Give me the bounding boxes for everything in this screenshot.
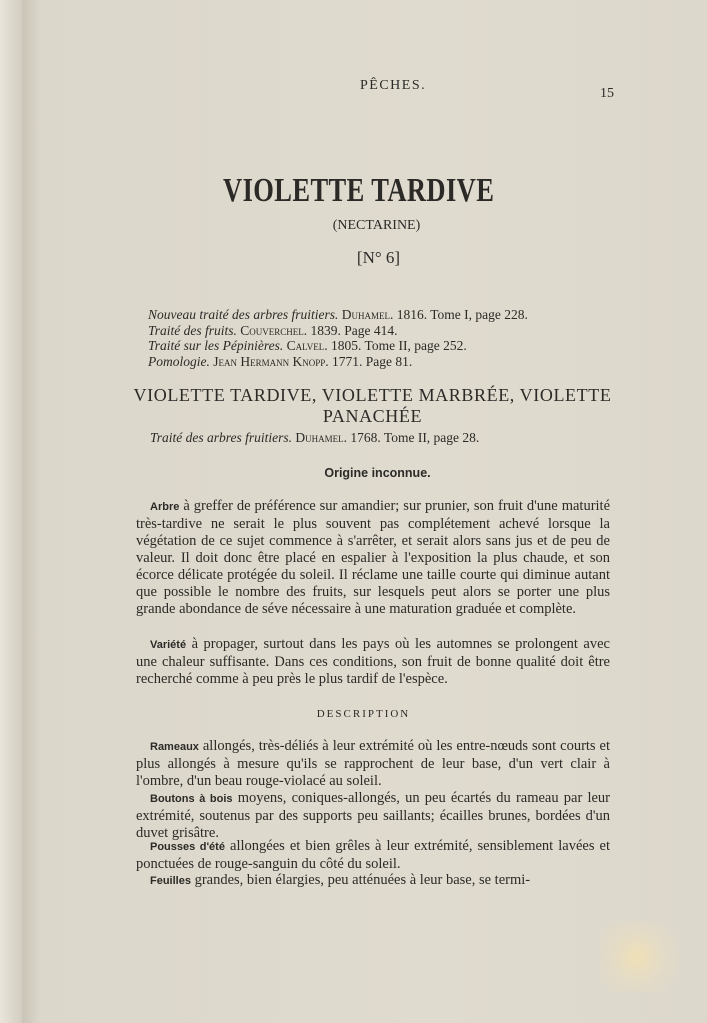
page-title: VIOLETTE TARDIVE — [223, 172, 495, 209]
running-head: PÊCHES. — [360, 78, 427, 93]
description-pousses: Pousses d'été allongées et bien grêles à leur extrémité, sensiblement lavées et ponctuées de rouge-sanguin du côté du soleil. — [136, 838, 610, 872]
synonym-heading: VIOLETTE TARDIVE, VIOLETTE MARBRÉE, VIOLETTE PANACHÉE — [133, 385, 612, 426]
synonym-reference: Traité des arbres fruitiers. Duhamel. 1768. Tome II, page 28. — [150, 430, 480, 445]
description-boutons: Boutons à bois moyens, coniques-allongés, un peu écartés du rameau par leur extrémité, soutenus par des supports peu saillants; écailles brunes, bordées d'un duvet grisâtre. — [136, 790, 610, 841]
page-stain — [600, 922, 692, 992]
arbre-paragraph: Arbre à greffer de préférence sur amandier; sur prunier, son fruit d'une maturité très-tardive ne serait le plus souvent pas complétement achevé lorsque la végétation de ce sujet commence à s'arrêter, et serait alors sans jus et de peu de valeur. Il doit donc être placé en espalier à l'exposition la plus chaude, et son écorce délicate protégée du soleil. Il réclame une taille courte qui diminue autant que possible le nombre des fruits, sur lesquels peut alors se porter une plus grande abondance de séve nécessaire à une maturation graduée et complète. — [136, 498, 611, 617]
description-feuilles: Feuilles grandes, bien élargies, peu atténuées à leur base, se termi- — [150, 872, 531, 888]
reference-line: Traité des fruits. Couverchel. 1839. Page 414. — [148, 322, 398, 338]
reference-line: Traité sur les Pépinières. Calvel. 1805. Tome II, page 252. — [148, 338, 467, 353]
reference-line: Pomologie. Jean Hermann Knopp. 1771. Page 81. — [148, 353, 413, 369]
variete-paragraph: Variété à propager, surtout dans les pays où les automnes se prolongent avec une chaleur suffisante. Dans ces conditions, son fruit de bonne qualité doit être recherché comme à peu près le plus tardif de l'espèce. — [136, 636, 610, 687]
description-rameaux: Rameaux allongés, très-déliés à leur extrémité où les entre-nœuds sont courts et plus allongés à mesure qu'ils se rapprochent de leur base, d'un vert clair à l'ombre, d'un beau rouge-violacé au soleil. — [136, 738, 610, 789]
origin-heading: Origine inconnue. — [324, 466, 431, 480]
page-number: 15 — [600, 86, 614, 101]
entry-number: [N° 6] — [356, 248, 401, 267]
references — [148, 307, 588, 369]
description-heading: DESCRIPTION — [316, 708, 411, 720]
reference-line: Nouveau traité des arbres fruitiers. Duhamel. 1816. Tome I, page 228. — [148, 307, 528, 322]
subtitle: (NECTARINE) — [332, 218, 421, 233]
book-gutter — [0, 0, 22, 1023]
